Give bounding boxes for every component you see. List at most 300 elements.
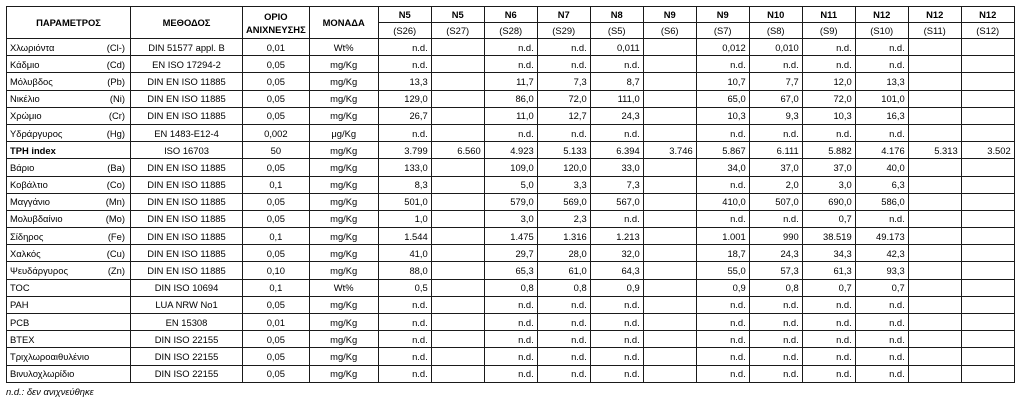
value-cell (961, 331, 1014, 348)
value-cell: n.d. (855, 365, 908, 382)
value-cell (643, 262, 696, 279)
value-cell (643, 314, 696, 331)
value-cell: n.d. (749, 296, 802, 313)
value-cell (431, 331, 484, 348)
value-cell: 3,0 (484, 210, 537, 227)
value-cell: n.d. (802, 365, 855, 382)
value-cell: 569,0 (537, 193, 590, 210)
value-cell: 9,3 (749, 107, 802, 124)
value-cell (908, 56, 961, 73)
value-cell: n.d. (855, 331, 908, 348)
value-cell (643, 210, 696, 227)
value-cell (908, 90, 961, 107)
param-symbol: (Zn) (107, 265, 125, 277)
value-cell: 18,7 (696, 245, 749, 262)
table-row (7, 296, 1015, 313)
value-cell: 579,0 (484, 193, 537, 210)
value-cell (431, 107, 484, 124)
value-cell: 6.560 (431, 142, 484, 159)
value-cell: 1,0 (378, 210, 431, 227)
method-cell: DIN EN ISO 11885 (131, 90, 243, 107)
header-method: ΜΕΘΟΔΟΣ (131, 7, 243, 39)
value-cell: n.d. (484, 124, 537, 141)
param-symbol: (Fe) (107, 230, 125, 242)
method-cell: ISO 16703 (131, 142, 243, 159)
value-cell: 33,0 (590, 159, 643, 176)
value-cell: n.d. (855, 314, 908, 331)
unit-cell: mg/Kg (309, 193, 378, 210)
value-cell: 0,010 (749, 39, 802, 56)
value-cell: n.d. (590, 124, 643, 141)
value-cell (908, 210, 961, 227)
header-limit-line2: ΑΝΙΧΝΕΥΣΗΣ (246, 23, 306, 35)
value-cell: n.d. (590, 348, 643, 365)
param-cell (7, 56, 131, 73)
table-row (7, 314, 1015, 331)
header-sample-code: (S10) (855, 23, 908, 39)
value-cell: 1.475 (484, 228, 537, 245)
table-row (7, 73, 1015, 90)
value-cell (908, 348, 961, 365)
value-cell: n.d. (855, 296, 908, 313)
value-cell: n.d. (378, 124, 431, 141)
method-cell: DIN EN ISO 11885 (131, 245, 243, 262)
header-sample-name: N9 (643, 7, 696, 23)
unit-cell: μg/Kg (309, 124, 378, 141)
value-cell: n.d. (696, 56, 749, 73)
limit-cell: 0,10 (243, 262, 310, 279)
value-cell: 8,7 (590, 73, 643, 90)
table-row (7, 39, 1015, 56)
method-cell: EN 15308 (131, 314, 243, 331)
limit-cell: 0,05 (243, 210, 310, 227)
param-name: TOC (10, 282, 30, 294)
param-name: Υδράργυρος (10, 127, 63, 139)
value-cell: 93,3 (855, 262, 908, 279)
value-cell: 57,3 (749, 262, 802, 279)
header-limit-line1: ΟΡΙΟ (264, 10, 288, 22)
value-cell: n.d. (484, 56, 537, 73)
method-cell: LUA NRW No1 (131, 296, 243, 313)
value-cell: 7,3 (537, 73, 590, 90)
value-cell: n.d. (378, 314, 431, 331)
value-cell: n.d. (378, 39, 431, 56)
table-row (7, 331, 1015, 348)
value-cell (961, 90, 1014, 107)
value-cell: 64,3 (590, 262, 643, 279)
value-cell (431, 193, 484, 210)
table-row (7, 262, 1015, 279)
value-cell (431, 365, 484, 382)
value-cell (643, 331, 696, 348)
value-cell (643, 228, 696, 245)
value-cell: 0,8 (749, 279, 802, 296)
value-cell: 40,0 (855, 159, 908, 176)
value-cell (961, 159, 1014, 176)
limit-cell: 0,05 (243, 73, 310, 90)
value-cell: 2,0 (749, 176, 802, 193)
value-cell: 10,7 (696, 73, 749, 90)
value-cell (431, 90, 484, 107)
value-cell (908, 296, 961, 313)
param-symbol: (Ba) (107, 161, 125, 173)
param-name: Βάριο (10, 161, 35, 173)
value-cell: 1.213 (590, 228, 643, 245)
value-cell: 5.867 (696, 142, 749, 159)
param-name: Ψευδάργυρος (10, 265, 68, 277)
value-cell (961, 73, 1014, 90)
value-cell: 24,3 (749, 245, 802, 262)
value-cell: n.d. (802, 124, 855, 141)
limit-cell: 0,01 (243, 39, 310, 56)
param-name: PAH (10, 299, 29, 311)
param-symbol: (Ni) (109, 93, 125, 105)
header-sample-name: N7 (537, 7, 590, 23)
value-cell: n.d. (378, 365, 431, 382)
value-cell: n.d. (802, 56, 855, 73)
table-row (7, 159, 1015, 176)
table-row (7, 365, 1015, 382)
value-cell (643, 107, 696, 124)
method-cell: DIN EN ISO 11885 (131, 107, 243, 124)
unit-cell: mg/Kg (309, 262, 378, 279)
value-cell: 1.544 (378, 228, 431, 245)
limit-cell: 0,05 (243, 296, 310, 313)
table-row (7, 107, 1015, 124)
value-cell: 567,0 (590, 193, 643, 210)
value-cell: 990 (749, 228, 802, 245)
method-cell: DIN ISO 22155 (131, 331, 243, 348)
value-cell (643, 348, 696, 365)
value-cell (908, 262, 961, 279)
value-cell: n.d. (537, 348, 590, 365)
value-cell: 38.519 (802, 228, 855, 245)
value-cell: 0,011 (590, 39, 643, 56)
value-cell (961, 176, 1014, 193)
value-cell: 88,0 (378, 262, 431, 279)
header-sample-code: (S6) (643, 23, 696, 39)
value-cell: 37,0 (802, 159, 855, 176)
value-cell: 3,3 (537, 176, 590, 193)
method-cell: DIN ISO 10694 (131, 279, 243, 296)
header-sample-code: (S12) (961, 23, 1014, 39)
value-cell: n.d. (378, 348, 431, 365)
value-cell (961, 56, 1014, 73)
value-cell (961, 39, 1014, 56)
value-cell (431, 124, 484, 141)
value-cell: 6.394 (590, 142, 643, 159)
value-cell: 8,3 (378, 176, 431, 193)
value-cell: 501,0 (378, 193, 431, 210)
value-cell: n.d. (590, 56, 643, 73)
value-cell: 28,0 (537, 245, 590, 262)
method-cell: DIN EN ISO 11885 (131, 176, 243, 193)
value-cell: 26,7 (378, 107, 431, 124)
value-cell: 109,0 (484, 159, 537, 176)
analysis-results-table (6, 6, 1015, 383)
header-sample-code: (S9) (802, 23, 855, 39)
value-cell (908, 245, 961, 262)
header-sample-name: N5 (378, 7, 431, 23)
limit-cell: 0,1 (243, 176, 310, 193)
header-sample-name: N12 (961, 7, 1014, 23)
param-symbol: (Cl-) (106, 41, 125, 53)
param-name: Μολυβδαίνιο (10, 213, 63, 225)
value-cell: 29,7 (484, 245, 537, 262)
method-cell: DIN EN ISO 11885 (131, 228, 243, 245)
param-name: Χαλκός (10, 247, 41, 259)
value-cell: n.d. (855, 210, 908, 227)
value-cell: n.d. (537, 56, 590, 73)
header-sample-code: (S7) (696, 23, 749, 39)
unit-cell: mg/Kg (309, 365, 378, 382)
value-cell (643, 365, 696, 382)
value-cell: n.d. (537, 39, 590, 56)
value-cell: 13,3 (378, 73, 431, 90)
header-sample-name: N11 (802, 7, 855, 23)
value-cell: 42,3 (855, 245, 908, 262)
param-cell (7, 90, 131, 107)
header-sample-name: N12 (855, 7, 908, 23)
value-cell: 6.111 (749, 142, 802, 159)
value-cell (643, 73, 696, 90)
value-cell (643, 245, 696, 262)
value-cell: 0,7 (802, 210, 855, 227)
param-cell (7, 279, 131, 296)
value-cell: n.d. (378, 331, 431, 348)
value-cell: n.d. (590, 296, 643, 313)
value-cell (961, 228, 1014, 245)
value-cell: n.d. (855, 348, 908, 365)
value-cell: 5.313 (908, 142, 961, 159)
param-cell (7, 245, 131, 262)
value-cell: 61,3 (802, 262, 855, 279)
value-cell: n.d. (537, 331, 590, 348)
value-cell: n.d. (537, 365, 590, 382)
value-cell (643, 39, 696, 56)
value-cell: 67,0 (749, 90, 802, 107)
value-cell: 0,9 (590, 279, 643, 296)
value-cell: 133,0 (378, 159, 431, 176)
method-cell: DIN ISO 22155 (131, 365, 243, 382)
value-cell (961, 348, 1014, 365)
value-cell (961, 296, 1014, 313)
value-cell (643, 296, 696, 313)
value-cell (643, 279, 696, 296)
value-cell: 10,3 (696, 107, 749, 124)
value-cell: 65,3 (484, 262, 537, 279)
unit-cell: mg/Kg (309, 56, 378, 73)
unit-cell: mg/Kg (309, 142, 378, 159)
limit-cell: 0,05 (243, 245, 310, 262)
value-cell: 12,0 (802, 73, 855, 90)
header-sample-code: (S28) (484, 23, 537, 39)
value-cell (431, 262, 484, 279)
method-cell: DIN EN ISO 11885 (131, 193, 243, 210)
method-cell: DIN EN ISO 11885 (131, 159, 243, 176)
param-name: BTEX (10, 333, 35, 345)
param-name: Μαγγάνιο (10, 196, 51, 208)
value-cell: n.d. (484, 39, 537, 56)
value-cell (431, 210, 484, 227)
header-sample-code: (S29) (537, 23, 590, 39)
value-cell: 32,0 (590, 245, 643, 262)
param-cell (7, 210, 131, 227)
value-cell (431, 228, 484, 245)
value-cell: n.d. (855, 56, 908, 73)
value-cell: 16,3 (855, 107, 908, 124)
param-name: Κάδμιο (10, 58, 40, 70)
value-cell: n.d. (696, 210, 749, 227)
value-cell (908, 73, 961, 90)
header-sample-code: (S27) (431, 23, 484, 39)
param-symbol: (Mo) (105, 213, 125, 225)
limit-cell: 0,05 (243, 331, 310, 348)
value-cell (961, 314, 1014, 331)
value-cell (431, 159, 484, 176)
value-cell (961, 193, 1014, 210)
value-cell: 0,8 (537, 279, 590, 296)
param-symbol: (Mn) (105, 196, 125, 208)
param-name: Χρώμιο (10, 110, 42, 122)
value-cell (961, 124, 1014, 141)
value-cell (908, 176, 961, 193)
table-row (7, 245, 1015, 262)
limit-cell: 0,05 (243, 348, 310, 365)
method-cell: DIN ISO 22155 (131, 348, 243, 365)
unit-cell: Wt% (309, 39, 378, 56)
param-cell (7, 124, 131, 141)
value-cell (961, 245, 1014, 262)
value-cell: 34,3 (802, 245, 855, 262)
value-cell: 111,0 (590, 90, 643, 107)
value-cell: 61,0 (537, 262, 590, 279)
param-cell (7, 142, 131, 159)
value-cell: 0,8 (484, 279, 537, 296)
results-table-wrapper (6, 6, 1015, 383)
param-cell (7, 176, 131, 193)
value-cell: 3.799 (378, 142, 431, 159)
param-cell (7, 296, 131, 313)
unit-cell: mg/Kg (309, 245, 378, 262)
value-cell: 11,0 (484, 107, 537, 124)
value-cell (908, 365, 961, 382)
header-sample-name: N9 (696, 7, 749, 23)
param-name: TPH index (10, 144, 56, 156)
unit-cell: mg/Kg (309, 331, 378, 348)
value-cell (643, 56, 696, 73)
value-cell: n.d. (484, 314, 537, 331)
value-cell (961, 107, 1014, 124)
param-symbol: (Cd) (106, 58, 125, 70)
value-cell (643, 124, 696, 141)
method-cell: DIN EN ISO 11885 (131, 73, 243, 90)
param-symbol: (Cu) (106, 247, 125, 259)
value-cell: n.d. (802, 314, 855, 331)
value-cell (431, 56, 484, 73)
value-cell: n.d. (802, 331, 855, 348)
value-cell: 1.001 (696, 228, 749, 245)
header-sample-code: (S26) (378, 23, 431, 39)
unit-cell: mg/Kg (309, 314, 378, 331)
value-cell: n.d. (696, 296, 749, 313)
value-cell: 1.316 (537, 228, 590, 245)
limit-cell: 0,05 (243, 107, 310, 124)
param-symbol: (Hg) (106, 127, 125, 139)
value-cell: 72,0 (802, 90, 855, 107)
value-cell: 2,3 (537, 210, 590, 227)
value-cell: n.d. (749, 56, 802, 73)
unit-cell: mg/Kg (309, 107, 378, 124)
value-cell: 37,0 (749, 159, 802, 176)
param-name: Μόλυβδος (10, 75, 53, 87)
unit-cell: mg/Kg (309, 228, 378, 245)
value-cell (908, 107, 961, 124)
param-cell (7, 365, 131, 382)
value-cell: n.d. (749, 331, 802, 348)
unit-cell: mg/Kg (309, 90, 378, 107)
value-cell: n.d. (537, 314, 590, 331)
value-cell (908, 193, 961, 210)
value-cell: 3.502 (961, 142, 1014, 159)
method-cell: EN ISO 17294-2 (131, 56, 243, 73)
param-name: Τριχλωροαιθυλένιο (10, 350, 90, 362)
value-cell (431, 279, 484, 296)
value-cell: 49.173 (855, 228, 908, 245)
param-symbol: (Pb) (107, 75, 125, 87)
param-cell (7, 331, 131, 348)
value-cell (431, 39, 484, 56)
table-row (7, 193, 1015, 210)
value-cell: n.d. (696, 124, 749, 141)
header-sample-code: (S11) (908, 23, 961, 39)
header-sample-name: N10 (749, 7, 802, 23)
value-cell: n.d. (484, 331, 537, 348)
value-cell: 4.176 (855, 142, 908, 159)
value-cell: 3.746 (643, 142, 696, 159)
value-cell: n.d. (484, 348, 537, 365)
method-cell: DIN EN ISO 11885 (131, 210, 243, 227)
value-cell: 586,0 (855, 193, 908, 210)
value-cell: n.d. (696, 176, 749, 193)
header-sample-name: N5 (431, 7, 484, 23)
value-cell (431, 314, 484, 331)
method-cell: EN 1483-E12-4 (131, 124, 243, 141)
value-cell: 0,9 (696, 279, 749, 296)
table-row (7, 210, 1015, 227)
header-detection-limit (243, 7, 310, 39)
param-cell (7, 73, 131, 90)
method-cell: DIN EN ISO 11885 (131, 262, 243, 279)
param-name: Σίδηρος (10, 230, 44, 242)
value-cell: n.d. (749, 210, 802, 227)
value-cell (643, 90, 696, 107)
value-cell: n.d. (696, 314, 749, 331)
value-cell: n.d. (802, 39, 855, 56)
value-cell (961, 365, 1014, 382)
limit-cell: 50 (243, 142, 310, 159)
param-name: Χλωριόντα (10, 41, 55, 53)
param-cell (7, 262, 131, 279)
value-cell (431, 296, 484, 313)
header-sample-name: N12 (908, 7, 961, 23)
limit-cell: 0,05 (243, 193, 310, 210)
table-row (7, 348, 1015, 365)
param-symbol: (Cr) (108, 110, 125, 122)
value-cell: n.d. (696, 331, 749, 348)
value-cell: 120,0 (537, 159, 590, 176)
value-cell: 10,3 (802, 107, 855, 124)
